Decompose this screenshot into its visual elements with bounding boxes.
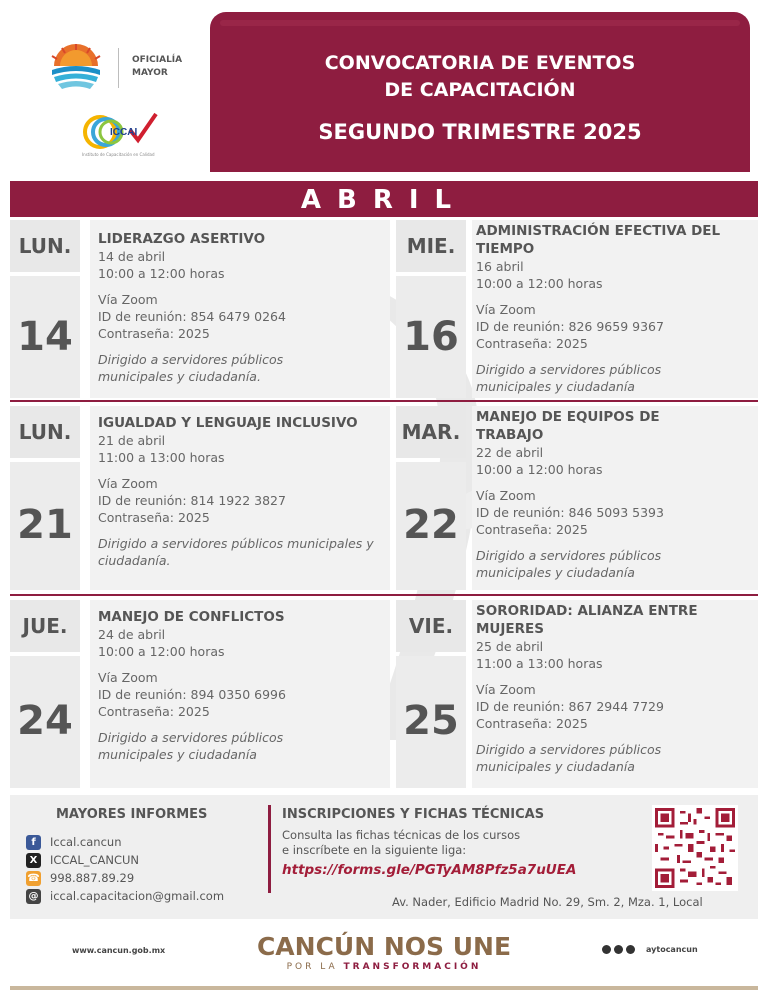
day-name-box: [10, 220, 80, 272]
event-password: Contraseña: 2025: [98, 326, 210, 341]
event-time: 10:00 a 12:00 horas: [98, 266, 225, 281]
event-date: 16 abril: [476, 259, 524, 274]
event-platform: Vía Zoom: [98, 476, 158, 491]
event-audience: Dirigido a servidores públicos municipales y ciudadanía.: [98, 536, 374, 568]
event-meeting-id: ID de reunión: 867 2944 7729: [476, 699, 664, 714]
qr-code[interactable]: [652, 805, 738, 891]
footer: [0, 922, 768, 994]
event-title: SORORIDAD: ALIANZA ENTRE MUJERES: [476, 603, 698, 637]
day-name: JUE.: [22, 614, 68, 638]
event-card: [396, 406, 758, 592]
event-meeting-id: ID de reunión: 854 6479 0264: [98, 309, 286, 324]
week-separator: [10, 400, 758, 402]
event-info: [90, 600, 390, 788]
registration-link[interactable]: https://forms.gle/PGTyAM8Pfz5a7uUEA: [282, 862, 577, 878]
event-title: MANEJO DE EQUIPOS DE TRABAJO: [476, 409, 660, 443]
event-date: 24 de abril: [98, 627, 166, 642]
day-name: MAR.: [401, 420, 461, 444]
day-name-box: [10, 406, 80, 458]
facebook-icon: f: [26, 835, 41, 850]
day-name: LUN.: [18, 234, 72, 258]
event-info: [90, 220, 390, 398]
x-handle: ICCAL_CANCUN: [50, 853, 140, 867]
event-audience: Dirigido a servidores públicos municipales y ciudadanía.: [98, 352, 284, 384]
logo-block: [48, 42, 198, 162]
event-time: 10:00 a 12:00 horas: [476, 462, 603, 477]
event-time: 11:00 a 13:00 horas: [98, 450, 225, 465]
event-card: [10, 220, 390, 400]
event-audience: Dirigido a servidores públicos municipales y ciudadanía: [476, 742, 662, 774]
day-number-box: [396, 462, 466, 590]
month-band: [10, 181, 758, 217]
event-platform: Vía Zoom: [476, 682, 536, 697]
event-platform: Vía Zoom: [476, 488, 536, 503]
brand-subtitle-prefix: POR LA: [286, 962, 338, 972]
iccai-logo: [80, 108, 160, 158]
day-number: 24: [17, 698, 73, 744]
day-number-box: [396, 656, 466, 788]
event-card: [10, 600, 390, 788]
event-password: Contraseña: 2025: [476, 716, 588, 731]
event-platform: Vía Zoom: [98, 670, 158, 685]
day-name-box: [396, 406, 466, 458]
event-meeting-id: ID de reunión: 826 9659 9367: [476, 319, 664, 334]
phone-number: 998.887.89.29: [50, 871, 135, 885]
brand-subtitle: [0, 962, 768, 972]
event-date: 14 de abril: [98, 249, 166, 264]
day-name: LUN.: [18, 420, 72, 444]
event-platform: Vía Zoom: [476, 302, 536, 317]
instagram-icon[interactable]: [614, 945, 623, 954]
day-name-box: [10, 600, 80, 652]
event-date: 21 de abril: [98, 433, 166, 448]
brand-title: CANCÚN NOS UNE: [256, 932, 512, 961]
registration-text: Consulta las fichas técnicas de los cursos e inscríbete en la siguiente liga:: [282, 828, 521, 857]
event-meeting-id: ID de reunión: 814 1922 3827: [98, 493, 286, 508]
day-number-box: [10, 462, 80, 590]
header: [0, 0, 768, 175]
org-label: OFICIALÍA MAYOR: [132, 55, 183, 78]
event-card: [396, 600, 758, 788]
day-name-box: [396, 220, 466, 272]
event-info: [90, 406, 390, 590]
address: Av. Nader, Edificio Madrid No. 29, Sm. 2, Mza. 1, Local: [392, 895, 703, 909]
event-date: 22 de abril: [476, 445, 544, 460]
day-number-box: [10, 276, 80, 398]
title-panel: [210, 12, 750, 172]
event-title: MANEJO DE CONFLICTOS: [98, 609, 285, 625]
month-label: ABRIL: [300, 185, 468, 215]
event-title: LIDERAZGO ASERTIVO: [98, 231, 266, 247]
social-icons: [602, 945, 642, 955]
event-title: ADMINISTRACIÓN EFECTIVA DEL TIEMPO: [476, 223, 721, 257]
event-meeting-id: ID de reunión: 846 5093 5393: [476, 505, 664, 520]
facebook-icon[interactable]: [602, 945, 611, 954]
cancun-sun-logo: [48, 42, 104, 94]
title-line-1: CONVOCATORIA DE EVENTOS: [324, 52, 636, 74]
event-meeting-id: ID de reunión: 894 0350 6996: [98, 687, 286, 702]
event-info: [472, 406, 758, 590]
x-twitter-icon[interactable]: [626, 945, 635, 954]
event-info: [472, 220, 758, 398]
day-name: MIE.: [406, 234, 456, 258]
event-title: IGUALDAD Y LENGUAJE INCLUSIVO: [98, 415, 358, 431]
day-number: 25: [403, 698, 459, 744]
day-number: 21: [17, 502, 73, 548]
event-info: [472, 600, 758, 788]
day-number: 16: [403, 314, 459, 360]
title-line-2: DE CAPACITACIÓN: [384, 79, 576, 101]
contact-heading: MAYORES INFORMES: [56, 807, 208, 822]
event-time: 10:00 a 12:00 horas: [98, 644, 225, 659]
contact-section: [10, 795, 758, 919]
title-line-3: SEGUNDO TRIMESTRE 2025: [318, 120, 642, 144]
event-password: Contraseña: 2025: [476, 522, 588, 537]
contact-divider: [268, 805, 271, 893]
footer-line: [10, 986, 758, 990]
event-audience: Dirigido a servidores públicos municipales y ciudadanía: [476, 548, 662, 580]
day-number: 14: [17, 314, 73, 360]
x-twitter-icon: X: [26, 853, 41, 868]
logo-divider: [118, 48, 119, 88]
brand-subtitle-strong: TRANSFORMACIÓN: [343, 962, 482, 972]
event-audience: Dirigido a servidores públicos municipales y ciudadanía: [98, 730, 284, 762]
event-password: Contraseña: 2025: [476, 336, 588, 351]
event-grid: [10, 220, 758, 790]
event-audience: Dirigido a servidores públicos municipales y ciudadanía: [476, 362, 662, 394]
day-number-box: [396, 276, 466, 398]
email-icon: @: [26, 889, 41, 904]
footer-social-handle[interactable]: aytocancun: [646, 945, 698, 954]
email-address: iccal.capacitacion@gmail.com: [50, 889, 225, 903]
day-number-box: [10, 656, 80, 788]
registration-heading: INSCRIPCIONES Y FICHAS TÉCNICAS: [282, 807, 545, 822]
day-name-box: [396, 600, 466, 652]
event-time: 10:00 a 12:00 horas: [476, 276, 603, 291]
event-password: Contraseña: 2025: [98, 704, 210, 719]
event-platform: Vía Zoom: [98, 292, 158, 307]
event-password: Contraseña: 2025: [98, 510, 210, 525]
event-card: [10, 406, 390, 592]
phone-icon: ☎: [27, 873, 40, 884]
week-separator: [10, 594, 758, 596]
day-number: 22: [403, 502, 459, 548]
facebook-handle: Iccal.cancun: [50, 835, 122, 849]
event-time: 11:00 a 13:00 horas: [476, 656, 603, 671]
day-name: VIE.: [408, 614, 454, 638]
event-date: 25 de abril: [476, 639, 544, 654]
iccai-acronym: ICCAI: [110, 127, 138, 138]
event-card: [396, 220, 758, 400]
iccai-caption: Instituto de Capacitación en Calidad: [82, 152, 155, 157]
footer-website[interactable]: www.cancun.gob.mx: [72, 946, 166, 955]
